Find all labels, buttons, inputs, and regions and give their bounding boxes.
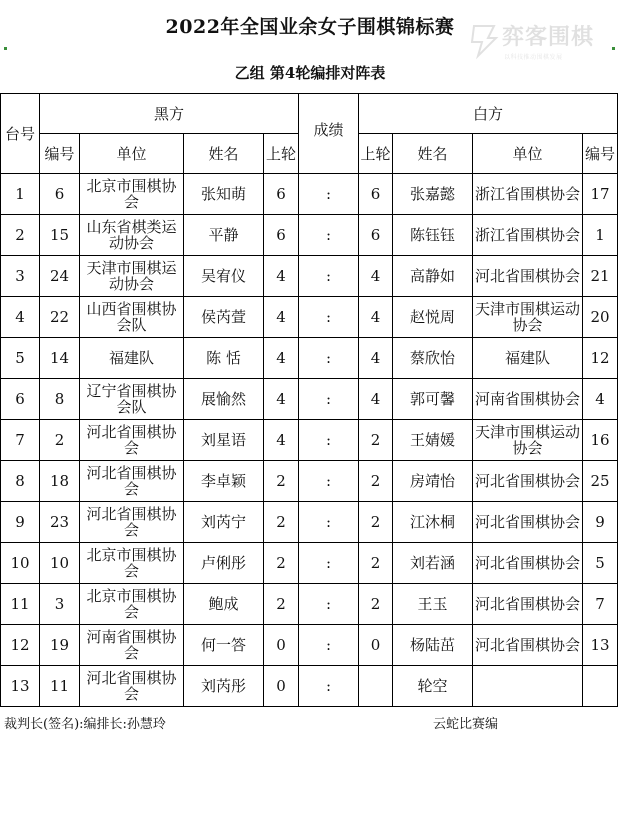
header-black-unit: 单位	[80, 134, 184, 174]
header-white: 白方	[359, 94, 618, 134]
white-number-cell: 20	[583, 297, 618, 338]
black-unit-cell: 河南省围棋协会	[80, 625, 184, 666]
black-number-cell: 10	[40, 543, 80, 584]
board-cell: 8	[1, 461, 40, 502]
white-prev-cell	[359, 666, 393, 707]
white-name-cell: 杨陆茁	[393, 625, 473, 666]
white-name-cell: 江沐桐	[393, 502, 473, 543]
table-row	[1, 543, 618, 584]
table-row	[1, 666, 618, 707]
black-unit-cell: 河北省围棋协会	[80, 461, 184, 502]
white-number-cell: 7	[583, 584, 618, 625]
black-prev-cell: 4	[264, 420, 299, 461]
white-number-cell: 1	[583, 215, 618, 256]
black-number-cell: 14	[40, 338, 80, 379]
black-unit-cell: 北京市围棋协会	[80, 543, 184, 584]
black-prev-cell: 4	[264, 379, 299, 420]
black-number-cell: 3	[40, 584, 80, 625]
white-name-cell: 房靖怡	[393, 461, 473, 502]
score-cell: :	[299, 379, 359, 420]
board-cell: 13	[1, 666, 40, 707]
score-cell: :	[299, 543, 359, 584]
white-number-cell: 16	[583, 420, 618, 461]
header-black-number: 编号	[40, 134, 80, 174]
black-unit-cell: 河北省围棋协会	[80, 420, 184, 461]
score-cell: :	[299, 584, 359, 625]
score-cell: :	[299, 338, 359, 379]
board-cell: 6	[1, 379, 40, 420]
footer-software: 云蛇比赛编	[433, 717, 499, 732]
table-row	[1, 215, 618, 256]
black-name-cell: 陈 恬	[184, 338, 264, 379]
white-number-cell: 9	[583, 502, 618, 543]
black-prev-cell: 6	[264, 215, 299, 256]
black-prev-cell: 2	[264, 543, 299, 584]
white-prev-cell: 2	[359, 543, 393, 584]
footer-signatures: 裁判长(签名):编排长:孙慧玲	[4, 717, 166, 732]
black-unit-cell: 山西省围棋协会队	[80, 297, 184, 338]
white-number-cell: 17	[583, 174, 618, 215]
black-unit-cell: 山东省棋类运动协会	[80, 215, 184, 256]
white-prev-cell: 0	[359, 625, 393, 666]
white-name-cell: 蔡欣怡	[393, 338, 473, 379]
black-name-cell: 何一答	[184, 625, 264, 666]
table-row	[1, 256, 618, 297]
black-prev-cell: 2	[264, 584, 299, 625]
black-prev-cell: 0	[264, 625, 299, 666]
black-name-cell: 展愉然	[184, 379, 264, 420]
black-number-cell: 19	[40, 625, 80, 666]
white-prev-cell: 6	[359, 174, 393, 215]
score-cell: :	[299, 461, 359, 502]
table-row	[1, 625, 618, 666]
board-cell: 9	[1, 502, 40, 543]
black-name-cell: 鲍成	[184, 584, 264, 625]
white-prev-cell: 2	[359, 584, 393, 625]
white-unit-cell: 浙江省围棋协会	[473, 215, 583, 256]
score-cell: :	[299, 502, 359, 543]
white-prev-cell: 4	[359, 338, 393, 379]
header-score: 成绩	[299, 94, 359, 174]
table-row	[1, 420, 618, 461]
black-prev-cell: 4	[264, 297, 299, 338]
board-cell: 1	[1, 174, 40, 215]
black-unit-cell: 北京市围棋协会	[80, 174, 184, 215]
table-row	[1, 584, 618, 625]
white-unit-cell: 河北省围棋协会	[473, 502, 583, 543]
white-unit-cell: 福建队	[473, 338, 583, 379]
corner-mark	[612, 47, 615, 50]
white-unit-cell	[473, 666, 583, 707]
white-name-cell: 刘若涵	[393, 543, 473, 584]
table-row	[1, 297, 618, 338]
board-cell: 3	[1, 256, 40, 297]
score-cell: :	[299, 215, 359, 256]
table-row	[1, 379, 618, 420]
white-prev-cell: 2	[359, 461, 393, 502]
pairing-table	[0, 93, 618, 707]
white-unit-cell: 河北省围棋协会	[473, 543, 583, 584]
white-prev-cell: 4	[359, 256, 393, 297]
black-prev-cell: 2	[264, 502, 299, 543]
white-number-cell: 5	[583, 543, 618, 584]
white-name-cell: 轮空	[393, 666, 473, 707]
white-name-cell: 王婧媛	[393, 420, 473, 461]
black-number-cell: 22	[40, 297, 80, 338]
black-name-cell: 平静	[184, 215, 264, 256]
header-black-prev: 上轮	[264, 134, 299, 174]
white-name-cell: 赵悦周	[393, 297, 473, 338]
round-subtitle: 乙组 第4轮编排对阵表	[234, 64, 386, 82]
table-row	[1, 338, 618, 379]
board-cell: 4	[1, 297, 40, 338]
black-prev-cell: 0	[264, 666, 299, 707]
board-cell: 5	[1, 338, 40, 379]
score-cell: :	[299, 625, 359, 666]
score-cell: :	[299, 420, 359, 461]
board-cell: 11	[1, 584, 40, 625]
white-prev-cell: 6	[359, 215, 393, 256]
black-unit-cell: 北京市围棋协会	[80, 584, 184, 625]
black-number-cell: 6	[40, 174, 80, 215]
score-cell: :	[299, 256, 359, 297]
black-name-cell: 侯芮萱	[184, 297, 264, 338]
white-number-cell	[583, 666, 618, 707]
black-unit-cell: 河北省围棋协会	[80, 666, 184, 707]
black-name-cell: 张知萌	[184, 174, 264, 215]
header-black-name: 姓名	[184, 134, 264, 174]
black-number-cell: 23	[40, 502, 80, 543]
white-unit-cell: 河北省围棋协会	[473, 461, 583, 502]
black-name-cell: 吴宥仪	[184, 256, 264, 297]
black-unit-cell: 天津市围棋运动协会	[80, 256, 184, 297]
board-cell: 12	[1, 625, 40, 666]
white-unit-cell: 天津市围棋运动协会	[473, 297, 583, 338]
header-white-prev: 上轮	[359, 134, 393, 174]
black-number-cell: 18	[40, 461, 80, 502]
black-prev-cell: 4	[264, 256, 299, 297]
white-unit-cell: 河北省围棋协会	[473, 584, 583, 625]
white-unit-cell: 河北省围棋协会	[473, 625, 583, 666]
black-unit-cell: 河北省围棋协会	[80, 502, 184, 543]
black-name-cell: 刘芮彤	[184, 666, 264, 707]
header-black: 黑方	[40, 94, 299, 134]
white-name-cell: 张嘉懿	[393, 174, 473, 215]
black-name-cell: 李卓颖	[184, 461, 264, 502]
white-prev-cell: 2	[359, 420, 393, 461]
black-number-cell: 2	[40, 420, 80, 461]
white-prev-cell: 4	[359, 297, 393, 338]
watermark-text: 弈客围棋	[502, 25, 595, 50]
black-prev-cell: 6	[264, 174, 299, 215]
corner-mark	[4, 47, 7, 50]
board-cell: 7	[1, 420, 40, 461]
score-cell: :	[299, 174, 359, 215]
header-white-unit: 单位	[473, 134, 583, 174]
black-unit-cell: 辽宁省围棋协会队	[80, 379, 184, 420]
score-cell: :	[299, 666, 359, 707]
white-name-cell: 陈钰钰	[393, 215, 473, 256]
black-number-cell: 8	[40, 379, 80, 420]
black-number-cell: 11	[40, 666, 80, 707]
logo-icon	[468, 20, 500, 60]
black-name-cell: 刘星语	[184, 420, 264, 461]
header-row-top	[1, 94, 618, 134]
black-number-cell: 15	[40, 215, 80, 256]
white-prev-cell: 4	[359, 379, 393, 420]
header-white-name: 姓名	[393, 134, 473, 174]
black-unit-cell: 福建队	[80, 338, 184, 379]
white-name-cell: 高静如	[393, 256, 473, 297]
page-title: 2022年全国业余女子围棋锦标赛	[165, 16, 455, 38]
white-prev-cell: 2	[359, 502, 393, 543]
white-number-cell: 12	[583, 338, 618, 379]
white-unit-cell: 河北省围棋协会	[473, 256, 583, 297]
header-white-number: 编号	[583, 134, 618, 174]
white-unit-cell: 河南省围棋协会	[473, 379, 583, 420]
white-number-cell: 4	[583, 379, 618, 420]
table-row	[1, 502, 618, 543]
table-row	[1, 461, 618, 502]
black-name-cell: 刘芮宁	[184, 502, 264, 543]
black-number-cell: 24	[40, 256, 80, 297]
white-unit-cell: 天津市围棋运动协会	[473, 420, 583, 461]
score-cell: :	[299, 297, 359, 338]
table-row	[1, 174, 618, 215]
white-unit-cell: 浙江省围棋协会	[473, 174, 583, 215]
white-number-cell: 25	[583, 461, 618, 502]
board-cell: 10	[1, 543, 40, 584]
black-name-cell: 卢俐彤	[184, 543, 264, 584]
white-number-cell: 13	[583, 625, 618, 666]
black-prev-cell: 4	[264, 338, 299, 379]
black-prev-cell: 2	[264, 461, 299, 502]
white-name-cell: 郭可馨	[393, 379, 473, 420]
white-name-cell: 王玉	[393, 584, 473, 625]
header-board: 台号	[1, 94, 40, 174]
white-number-cell: 21	[583, 256, 618, 297]
board-cell: 2	[1, 215, 40, 256]
watermark-subtext: 以科技推动围棋发展	[504, 54, 563, 61]
